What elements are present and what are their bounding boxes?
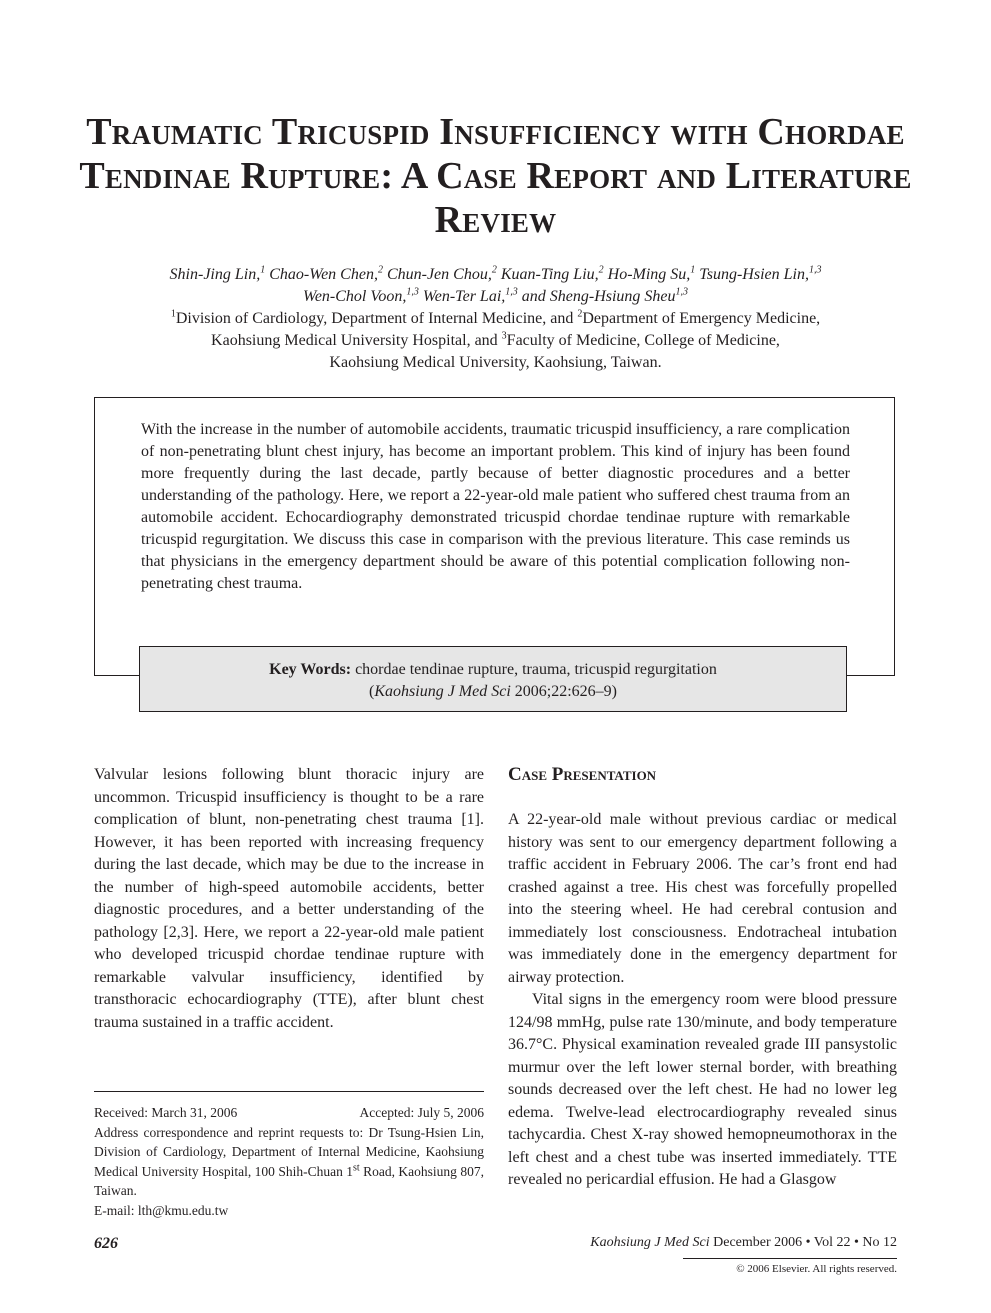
author: Kuan-Ting Liu,$^2$ bbox=[500, 264, 604, 283]
introduction-text: Valvular lesions following blunt thoracic injury are uncommon. Tricuspid insufficiency is thought to be a rare complication of blunt, non-penetrating chest trauma [1]. However, it has been reported with increasing frequency during the last decade, which may be due to the increase in the number of high-speed automobile accidents, better diagnostic procedures, and a better understanding of the pathology [2,3]. Here, we report a 22-year-old male patient who developed tricuspid chordae tendinae rupture with remarkable valvular insufficiency, identified by transthoracic echocardiography (TTE), after blunt chest trauma sustained in a traffic accident. bbox=[94, 766, 484, 1031]
copyright: © 2006 Elsevier. All rights reserved. bbox=[736, 1263, 897, 1275]
author: Shin-Jing Lin,$^1$ bbox=[169, 264, 266, 283]
author: Tsung-Hsien Lin,$^{1,3}$ bbox=[699, 264, 822, 283]
author: Ho-Ming Su,$^1$ bbox=[607, 264, 696, 283]
received-date: Received: March 31, 2006 bbox=[94, 1105, 238, 1120]
article-title: Traumatic Tricuspid Insufficiency with Chordae Tendinae Rupture: A Case Report and Literature Review bbox=[79, 111, 912, 241]
footnote-divider bbox=[94, 1091, 484, 1092]
case-presentation-text bbox=[508, 809, 897, 1192]
keywords-label: Key Words: bbox=[269, 661, 352, 678]
paragraph: A 22-year-old male without previous cardiac or medical history was sent to our emergency department following a traffic accident in February 2006. The car’s front end had crashed against a tree. His chest was forcefully propelled into the steering wheel. He had cerebral contusion and immediately lost consciousness. Endotracheal intubation was immediately done in the emergency department for airway protection. bbox=[508, 811, 897, 986]
abstract-text: With the increase in the number of automobile accidents, traumatic tricuspid insufficiency, a rare complication of non-penetrating blunt chest injury, has become an important problem. This kind of injury has been found more frequently during the last decade, partly because of better diagnostic procedures and a better understanding of the pathology. Here, we report a 22-year-old male patient who suffered chest trauma from an automobile accident. Echocardiography demonstrated tricuspid chordae tendinae rupture with remarkable tricuspid regurgitation. We discuss this case in comparison with the previous literature. This case reminds us that physicians in the emergency department should be aware of this potential complication following non-penetrating chest trauma. bbox=[141, 421, 850, 592]
correspondence-address: Address correspondence and reprint requests to: Dr Tsung-Hsien Lin, Division of Cardiology, Department of Internal Medicine, Kaohsiung Medical University Hospital, 100 Shih-Chuan 1st Road, Kaohsiung 807, Taiwan. bbox=[94, 1124, 484, 1198]
citation: (Kaohsiung J Med Sci 2006;22:626–9) bbox=[369, 683, 617, 700]
page-number: 626 bbox=[94, 1235, 118, 1252]
affiliations: $^1$Division of Cardiology, Department of Internal Medicine, and $^2$Department of Emergency Medicine, Kaohsiung Medical University Hospital, and $^3$Faculty of Medicine, College of Medicine, Kaohsiung Medical University, Kaohsiung, Taiwan. bbox=[170, 308, 821, 371]
author: Wen-Ter Lai,$^{1,3}$ bbox=[422, 286, 518, 305]
email: E-mail: lth@kmu.edu.tw bbox=[94, 1202, 229, 1218]
author: and Sheng-Hsiung Sheu$^{1,3}$ bbox=[521, 286, 689, 305]
section-heading-case-presentation: Case Presentation bbox=[508, 764, 657, 785]
author: Chun-Jen Chou,$^2$ bbox=[386, 264, 497, 283]
author: Wen-Chol Voon,$^{1,3}$ bbox=[302, 286, 419, 305]
accepted-date: Accepted: July 5, 2006 bbox=[359, 1105, 484, 1120]
author: Chao-Wen Chen,$^2$ bbox=[269, 264, 383, 283]
paragraph: Vital signs in the emergency room were blood pressure 124/98 mmHg, pulse rate 130/minute, and body temperature 36.7°C. Physical examination revealed grade III pansystolic murmur over the left lower sternal border, with breathing sounds decreased over the left chest. He had no lower leg edema. Twelve-lead electrocardiography revealed sinus tachycardia. Chest X-ray showed hemopneumothorax in the left chest and a chest tube was inserted immediately. TTE revealed no pericardial effusion. He had a Glasgow bbox=[508, 991, 897, 1188]
footnote bbox=[94, 1103, 484, 1220]
author-list bbox=[60, 264, 931, 308]
journal-footer: Kaohsiung J Med Sci December 2006 • Vol 22 • No 12 bbox=[590, 1235, 897, 1250]
keywords-box bbox=[139, 646, 847, 712]
footer-divider bbox=[683, 1258, 897, 1259]
keywords-text: chordae tendinae rupture, trauma, tricuspid regurgitation bbox=[355, 661, 717, 678]
